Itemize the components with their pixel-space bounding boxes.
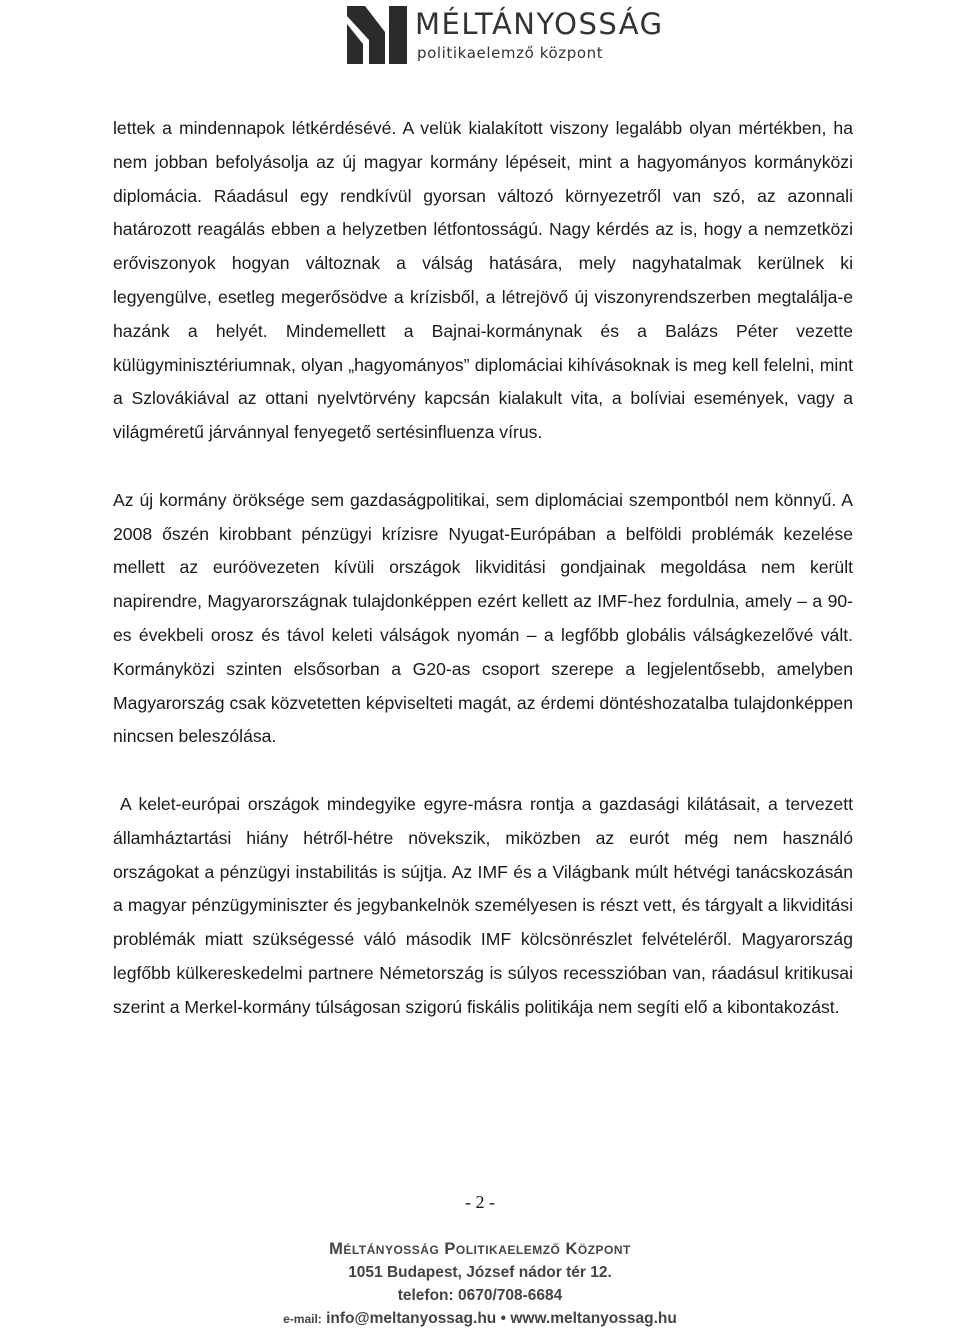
paragraph-1: lettek a mindennapok létkérdésévé. A velük kialakított viszony legalább olyan mértékben, ha nem jobban befolyásolja az új magyar kormány lépéseit, mint a hagyományos kormányközi diplomácia. Ráadásul egy rendkívül gyorsan változó környezetről van szó, az azonnali határozott reagálás ebben a helyzetben létfontosságú. Nagy kérdés az is, hogy a nemzetközi erőviszonyok hogyan változnak a válság hatására, mely nagyhatalmak kerülnek ki legyengülve, esetleg megerősödve a krízisből, a létrejövő új viszonyrendszerben megtalálja-e hazánk a helyét. Mindemellett a Bajnai-kormánynak és a Balázs Péter vezette külügyminisztériumnak, olyan „hagyományos” diplomáciai kihívásoknak is meg kell felelni, mint a Szlovákiával az ottani nyelvtörvény kapcsán kialakult vita, a bolíviai események, vagy a világméretű járvánnyal fenyegető sertésinfluenza vírus. xyxy=(113,118,853,443)
footer-email-link[interactable]: info@meltanyossag.hu xyxy=(326,1310,497,1327)
footer-org-name: Méltányosság Politikaelemző Központ xyxy=(329,1240,631,1258)
footer xyxy=(0,1237,960,1331)
document-body xyxy=(113,112,853,1025)
logo xyxy=(347,6,664,66)
footer-address: 1051 Budapest, József nádor tér 12. xyxy=(348,1264,612,1281)
page-number: - 2 - xyxy=(465,1192,495,1212)
footer-separator: • xyxy=(500,1310,507,1327)
footer-email-label: e-mail: xyxy=(283,1312,322,1326)
logo-subtitle: politikaelemző központ xyxy=(417,44,604,62)
paragraph-3: A kelet-európai országok mindegyike egyre-másra rontja a gazdasági kilátásait, a tervezett államháztartási hiány hétről-hétre növekszik, miközben az eurót még nem használó országokat a pénzügyi instabilitás is sújtja. Az IMF és a Világbank múlt hétvégi tanácskozásán a magyar pénzügyminiszter és jegybankelnök személyesen is részt vett, és tárgyalt a likviditási problémák miatt szükségessé váló második IMF kölcsönrészlet felvételéről. Magyarország legfőbb külkereskedelmi partnere Németország is súlyos recesszióban van, ráadásul kritikusai szerint a Merkel-kormány túlságosan szigorú fiskális politikája nem segíti elő a kibontakozást. xyxy=(113,793,853,1017)
footer-contact xyxy=(0,1307,960,1331)
logo-title: MÉLTÁNYOSSÁG xyxy=(415,7,664,41)
footer-website-link[interactable]: www.meltanyossag.hu xyxy=(510,1310,677,1327)
logo-m-icon xyxy=(347,6,407,64)
paragraph-2: Az új kormány öröksége sem gazdaságpolitikai, sem diplomáciai szempontból nem könnyű. A 2008 őszén kirobbant pénzügyi krízisre Nyugat-Európában a belföldi problémák kezelése mellett az euróövezeten kívüli országok likviditási gondjainak megoldása nem került napirendre, Magyarországnak tulajdonképpen ezért kellett az IMF-hez fordulnia, amely – a 90-es évekbeli orosz és távol keleti válságok nyomán – a legfőbb globális válságkezelővé vált. Kormányközi szinten elsősorban a G20-as csoport szerepe a legjelentősebb, amelyben Magyarország csak közvetetten képviselteti magát, az érdemi döntéshozatalba tulajdonképpen nincsen beleszólása. xyxy=(113,489,853,747)
footer-phone: telefon: 0670/708-6684 xyxy=(397,1287,563,1304)
